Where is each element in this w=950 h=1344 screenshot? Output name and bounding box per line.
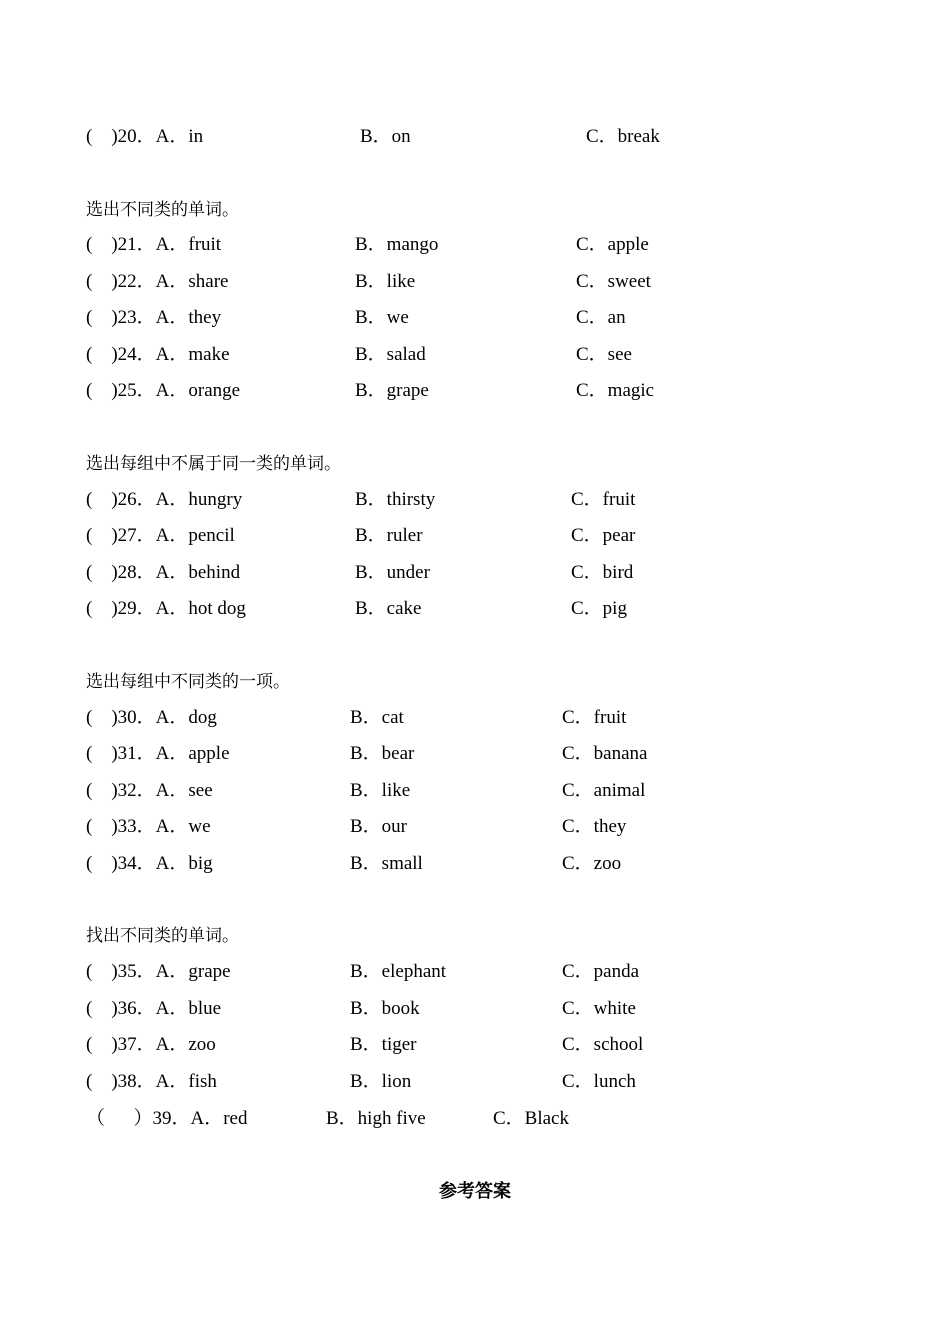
option-b: B．grape xyxy=(355,380,429,401)
question-row-35 xyxy=(0,958,950,986)
option-c: C．an xyxy=(576,307,626,328)
option-c: C．zoo xyxy=(562,853,622,874)
option-c: C．animal xyxy=(562,780,646,801)
question-row-22 xyxy=(0,268,950,296)
question-number-option-a: ( )24．A．make xyxy=(86,344,230,365)
section-heading-1: 选出不同类的单词。 xyxy=(86,200,239,220)
question-number-option-a: ( )37．A．zoo xyxy=(86,1034,216,1055)
option-b: B．we xyxy=(355,307,409,328)
question-number-option-a: ( )20．A．in xyxy=(86,126,204,147)
option-c: C．Black xyxy=(493,1108,569,1129)
question-number-option-a: ( )31．A．apple xyxy=(86,743,230,764)
question-row-26 xyxy=(0,486,950,514)
option-c: C．bird xyxy=(571,562,634,583)
option-c: C．magic xyxy=(576,380,655,401)
question-row-31 xyxy=(0,740,950,768)
section-heading-3: 选出每组中不同类的一项。 xyxy=(86,672,290,692)
option-b: B．bear xyxy=(350,743,415,764)
option-c: C．apple xyxy=(576,234,649,255)
question-number-option-a: ( )30．A．dog xyxy=(86,707,217,728)
question-row-27 xyxy=(0,522,950,550)
question-row-36 xyxy=(0,995,950,1023)
question-row-32 xyxy=(0,777,950,805)
question-number-option-a: ( )33．A．we xyxy=(86,816,211,837)
option-c: C．see xyxy=(576,344,632,365)
question-row-25 xyxy=(0,377,950,405)
section-heading-4: 找出不同类的单词。 xyxy=(86,926,239,946)
section-heading-2: 选出每组中不属于同一类的单词。 xyxy=(86,454,341,474)
option-c: C．panda xyxy=(562,961,640,982)
option-b: B．like xyxy=(350,780,411,801)
option-c: C．pear xyxy=(571,525,636,546)
option-b: B．salad xyxy=(355,344,426,365)
option-b: B．tiger xyxy=(350,1034,417,1055)
option-b: B．under xyxy=(355,562,430,583)
question-row-29 xyxy=(0,595,950,623)
answer-key-title: 参考答案 xyxy=(439,1181,511,1202)
question-number-option-a: ( )38．A．fish xyxy=(86,1071,217,1092)
option-c: C．they xyxy=(562,816,627,837)
question-row-37 xyxy=(0,1031,950,1059)
question-row-23 xyxy=(0,304,950,332)
question-row-24 xyxy=(0,341,950,369)
question-row-38 xyxy=(0,1068,950,1096)
option-c: C．banana xyxy=(562,743,648,764)
question-row-20 xyxy=(0,123,950,151)
option-b: B．cat xyxy=(350,707,404,728)
option-b: B．on xyxy=(360,126,411,147)
question-row-28 xyxy=(0,559,950,587)
question-number-option-a: ( )29．A．hot dog xyxy=(86,598,246,619)
question-row-30 xyxy=(0,704,950,732)
option-b: B．lion xyxy=(350,1071,412,1092)
option-c: C．pig xyxy=(571,598,627,619)
question-row-21 xyxy=(0,231,950,259)
question-number-option-a: ( )21．A．fruit xyxy=(86,234,222,255)
option-b: B．mango xyxy=(355,234,439,255)
question-row-34 xyxy=(0,850,950,878)
option-b: B．thirsty xyxy=(355,489,436,510)
question-number-option-a: ( )27．A．pencil xyxy=(86,525,235,546)
option-b: B．cake xyxy=(355,598,422,619)
question-number-option-a: ( )32．A．see xyxy=(86,780,213,801)
option-b: B．small xyxy=(350,853,423,874)
option-b: B．our xyxy=(350,816,408,837)
option-c: C．white xyxy=(562,998,636,1019)
question-number-option-a: ( )28．A．behind xyxy=(86,562,241,583)
question-number-option-a: ( )34．A．big xyxy=(86,853,213,874)
option-c: C．fruit xyxy=(562,707,627,728)
question-number-option-a: ( )22．A．share xyxy=(86,271,229,292)
question-number-option-a: ( )25．A．orange xyxy=(86,380,241,401)
question-row-39 xyxy=(0,1105,950,1133)
question-number-option-a: ( )26．A．hungry xyxy=(86,489,243,510)
question-number-option-a: ( )23．A．they xyxy=(86,307,222,328)
option-c: C．school xyxy=(562,1034,644,1055)
option-c: C．break xyxy=(586,126,660,147)
question-number-option-a: ( )35．A．grape xyxy=(86,961,231,982)
option-c: C．sweet xyxy=(576,271,651,292)
option-b: B．ruler xyxy=(355,525,423,546)
option-b: B．book xyxy=(350,998,420,1019)
option-b: B．high five xyxy=(326,1108,426,1129)
option-c: C．fruit xyxy=(571,489,636,510)
question-number-option-a: ( )36．A．blue xyxy=(86,998,222,1019)
option-c: C．lunch xyxy=(562,1071,636,1092)
option-b: B．like xyxy=(355,271,416,292)
question-number-option-a: （ ）39．A．red xyxy=(86,1108,248,1129)
question-row-33 xyxy=(0,813,950,841)
option-b: B．elephant xyxy=(350,961,447,982)
